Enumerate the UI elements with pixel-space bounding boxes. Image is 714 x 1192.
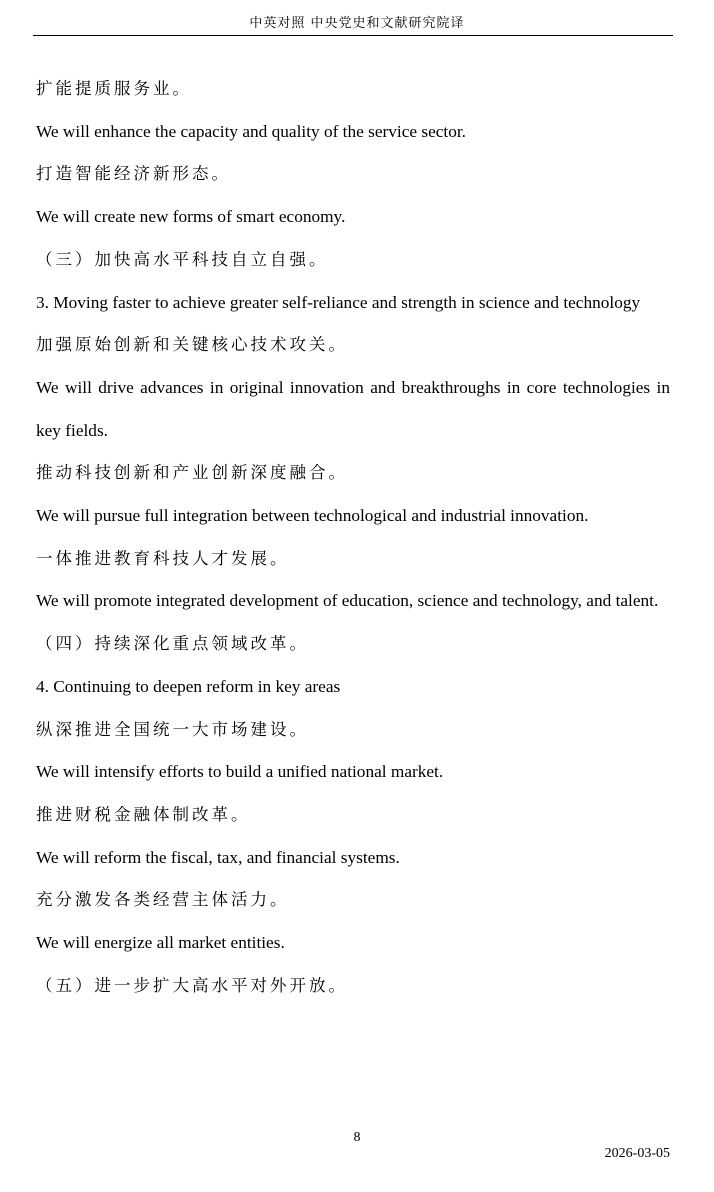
paragraph-en: We will drive advances in original innovation and breakthroughs in core technologies in key fields. <box>36 377 670 440</box>
section-heading-zh: （三）加快高水平科技自立自强。 <box>36 249 329 269</box>
paragraph-en: We will reform the fiscal, tax, and financial systems. <box>36 847 400 867</box>
header-divider <box>33 35 673 36</box>
paragraph-zh: 一体推进教育科技人才发展。 <box>36 548 290 568</box>
paragraph-en: We will energize all market entities. <box>36 933 285 953</box>
section-heading-zh: （五）进一步扩大高水平对外开放。 <box>36 975 348 995</box>
paragraph-en: We will create new forms of smart economy. <box>36 207 346 227</box>
page-header-title: 中英对照 中央党史和文献研究院译 <box>249 16 465 31</box>
section-heading-en: 4. Continuing to deepen reform in key areas <box>36 676 341 696</box>
paragraph-zh: 充分激发各类经营主体活力。 <box>36 890 290 910</box>
paragraph-en: We will promote integrated development of education, science and technology, and talent. <box>36 591 659 611</box>
paragraph-zh: 加强原始创新和关键核心技术攻关。 <box>36 335 348 355</box>
section-heading-zh: （四）持续深化重点领域改革。 <box>36 634 309 654</box>
paragraph-en: We will intensify efforts to build a unified national market. <box>36 762 444 782</box>
paragraph-zh: 扩能提质服务业。 <box>36 79 192 98</box>
paragraph-zh: 打造智能经济新形态。 <box>36 164 231 184</box>
document-body <box>36 68 670 1007</box>
paragraph-en: We will pursue full integration between technological and industrial innovation. <box>36 506 589 526</box>
paragraph-zh: 纵深推进全国统一大市场建设。 <box>36 719 309 739</box>
section-heading-en: 3. Moving faster to achieve greater self-reliance and strength in science and technology <box>36 292 641 312</box>
date-stamp: 2026-03-05 <box>604 1146 670 1161</box>
paragraph-zh: 推动科技创新和产业创新深度融合。 <box>36 463 348 483</box>
paragraph-en: We will enhance the capacity and quality of the service sector. <box>36 121 466 141</box>
paragraph-zh: 推进财税金融体制改革。 <box>36 804 251 824</box>
page-number: 8 <box>353 1130 361 1145</box>
